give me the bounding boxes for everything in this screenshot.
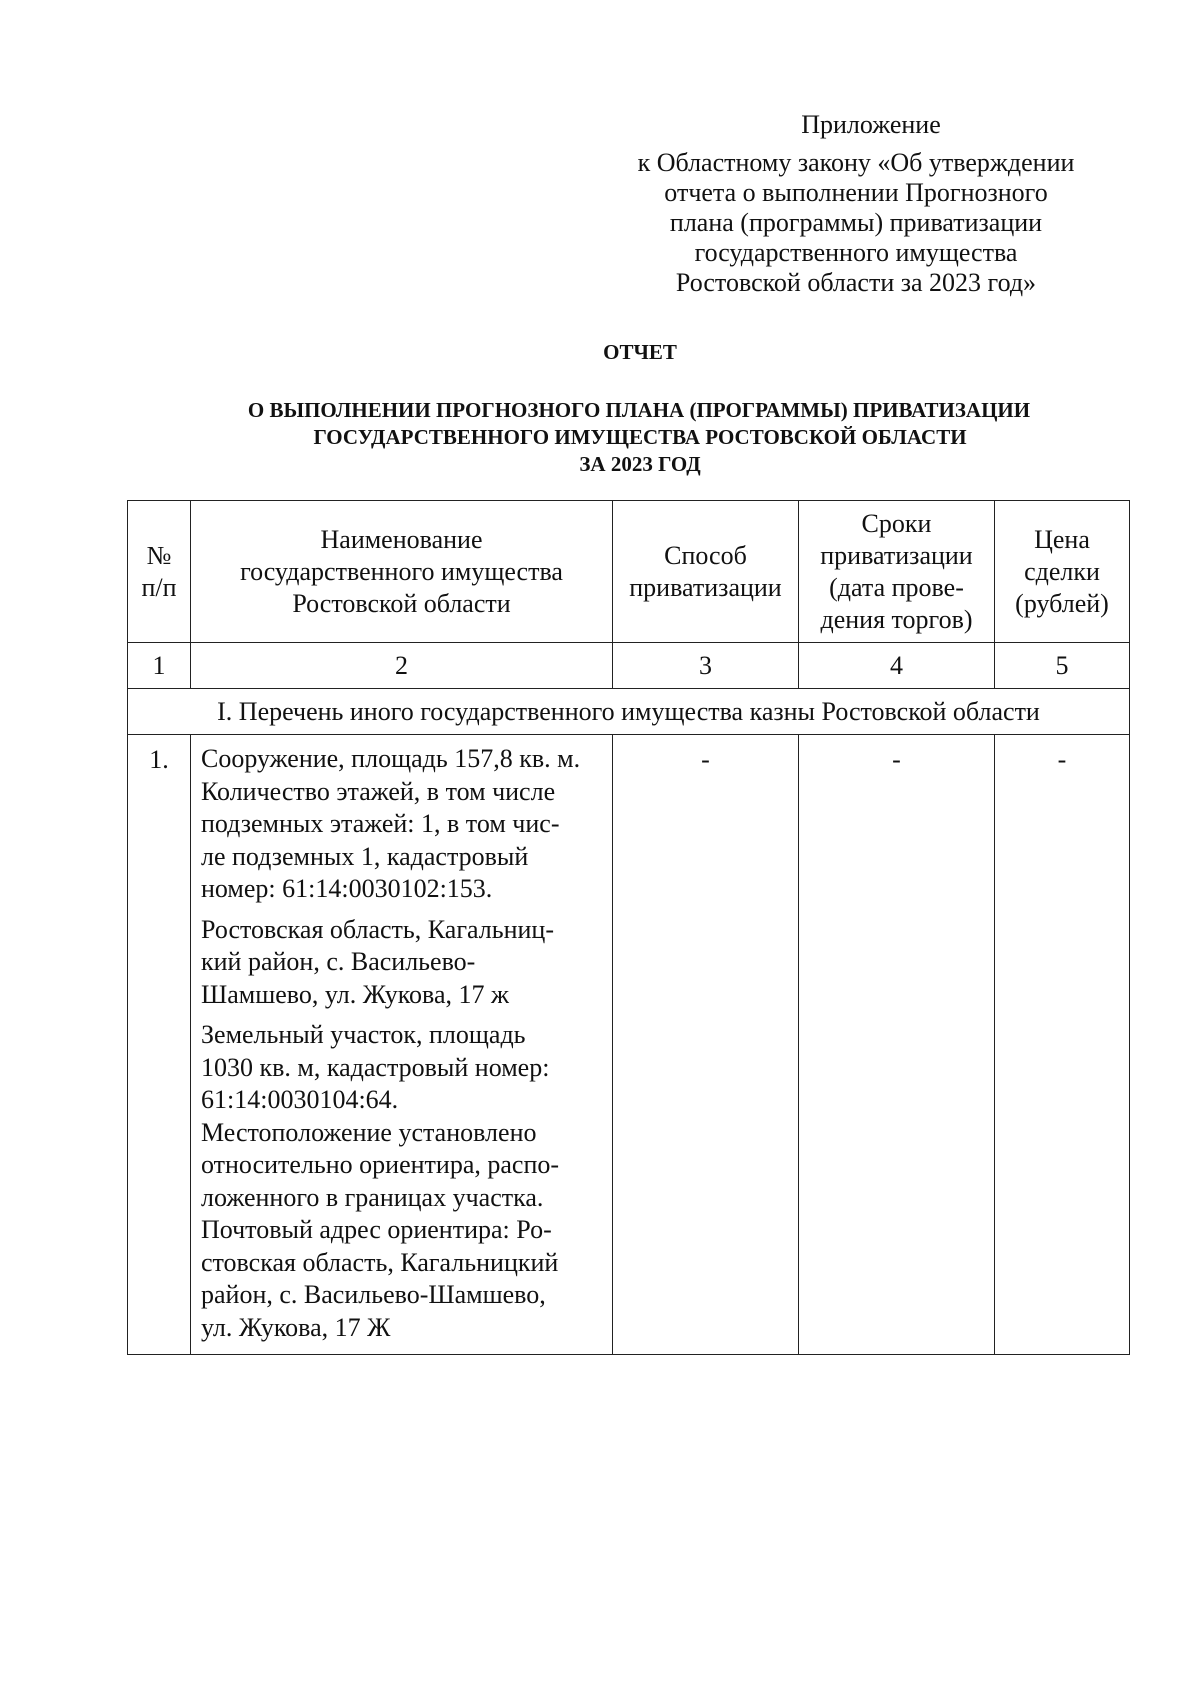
column-number: 3 <box>613 643 799 689</box>
privatization-table <box>127 500 1130 1355</box>
appendix-line: государственного имущества <box>694 238 1018 267</box>
description-paragraph: Сооружение, площадь 157,8 кв. м. Количество этажей, в том числе подземных этажей: 1, в том чис- ле подземных 1, кадастровый номер: 61:14:0030102:153. <box>201 744 581 903</box>
appendix-title: Приложение <box>801 110 941 139</box>
header-index: № п/п <box>128 501 191 643</box>
report-subtitle-line: ГОСУДАРСТВЕННОГО ИМУЩЕСТВА РОСТОВСКОЙ ОБЛАСТИ <box>313 425 967 449</box>
report-subtitle-line: ЗА 2023 ГОД <box>579 452 701 476</box>
description-paragraph: Земельный участок, площадь 1030 кв. м, кадастровый номер: 61:14:0030104:64. Местоположение установлено относительно ориентира, распо- ложенного в границах участка. Почтовый адрес ориентира: Ро- стовская область, Кагальницкий район, с. Васильево-Шамшево, ул. Жукова, 17 Ж <box>201 1020 560 1342</box>
column-number: 2 <box>191 643 613 689</box>
section-title: I. Перечень иного государственного имущества казны Ростовской области <box>128 689 1130 735</box>
appendix-line: отчета о выполнении Прогнозного <box>664 178 1048 207</box>
column-number: 5 <box>995 643 1130 689</box>
header-dates: Сроки приватизации (дата прове- дения торгов) <box>799 501 995 643</box>
appendix-block <box>596 110 1116 298</box>
appendix-line: плана (программы) приватизации <box>669 208 1043 237</box>
report-subtitle-line: О ВЫПОЛНЕНИИ ПРОГНОЗНОГО ПЛАНА (ПРОГРАММЫ) ПРИВАТИЗАЦИИ <box>247 398 1031 422</box>
column-number: 4 <box>799 643 995 689</box>
row-index: 1. <box>128 735 191 1355</box>
row-method: - <box>613 735 799 1355</box>
row-dates: - <box>799 735 995 1355</box>
report-title: ОТЧЕТ <box>603 340 677 364</box>
header-method: Способ приватизации <box>613 501 799 643</box>
description-paragraph: Ростовская область, Кагальниц- кий район, с. Васильево- Шамшево, ул. Жукова, 17 ж <box>201 914 554 1009</box>
column-number-row <box>128 643 1130 689</box>
table-row <box>128 735 1130 1355</box>
report-subtitle <box>0 397 1200 478</box>
table-header-row <box>128 501 1130 643</box>
column-number: 1 <box>128 643 191 689</box>
header-price: Цена сделки (рублей) <box>995 501 1130 643</box>
header-property-name: Наименование государственного имущества Ростовской области <box>191 501 613 643</box>
appendix-line: Ростовской области за 2023 год» <box>675 268 1037 297</box>
row-description <box>191 735 613 1355</box>
row-price: - <box>995 735 1130 1355</box>
appendix-line: к Областному закону «Об утверждении <box>637 148 1075 177</box>
section-row <box>128 689 1130 735</box>
